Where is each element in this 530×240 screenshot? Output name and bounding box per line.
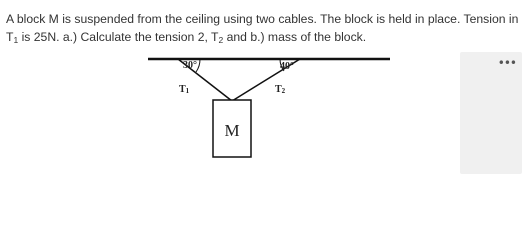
angle-left-label: 30° bbox=[183, 60, 197, 71]
question-text bbox=[6, 10, 524, 49]
t1-subscript: 1 bbox=[13, 35, 19, 45]
angle-right-label: 40° bbox=[280, 61, 294, 72]
tension-t1-label: T1 bbox=[179, 84, 190, 95]
diagram-figure bbox=[0, 52, 530, 182]
side-panel bbox=[460, 52, 522, 174]
block-m-label: M bbox=[224, 121, 240, 140]
question-line-1: A block M is suspended from the ceiling using two cables. The block is held in place. Tension in bbox=[6, 12, 519, 26]
question-line-2 bbox=[6, 28, 524, 49]
t1-symbol: T bbox=[6, 30, 14, 44]
tension-t2-label: T2 bbox=[275, 84, 286, 95]
question-line-2-middle: is 25N. a.) Calculate the tension 2, T bbox=[18, 30, 219, 44]
t2-subscript: 2 bbox=[218, 35, 224, 45]
ellipsis-icon[interactable]: ••• bbox=[497, 56, 516, 70]
cable-diagram bbox=[0, 52, 440, 182]
question-line-2-end: and b.) mass of the block. bbox=[223, 30, 367, 44]
